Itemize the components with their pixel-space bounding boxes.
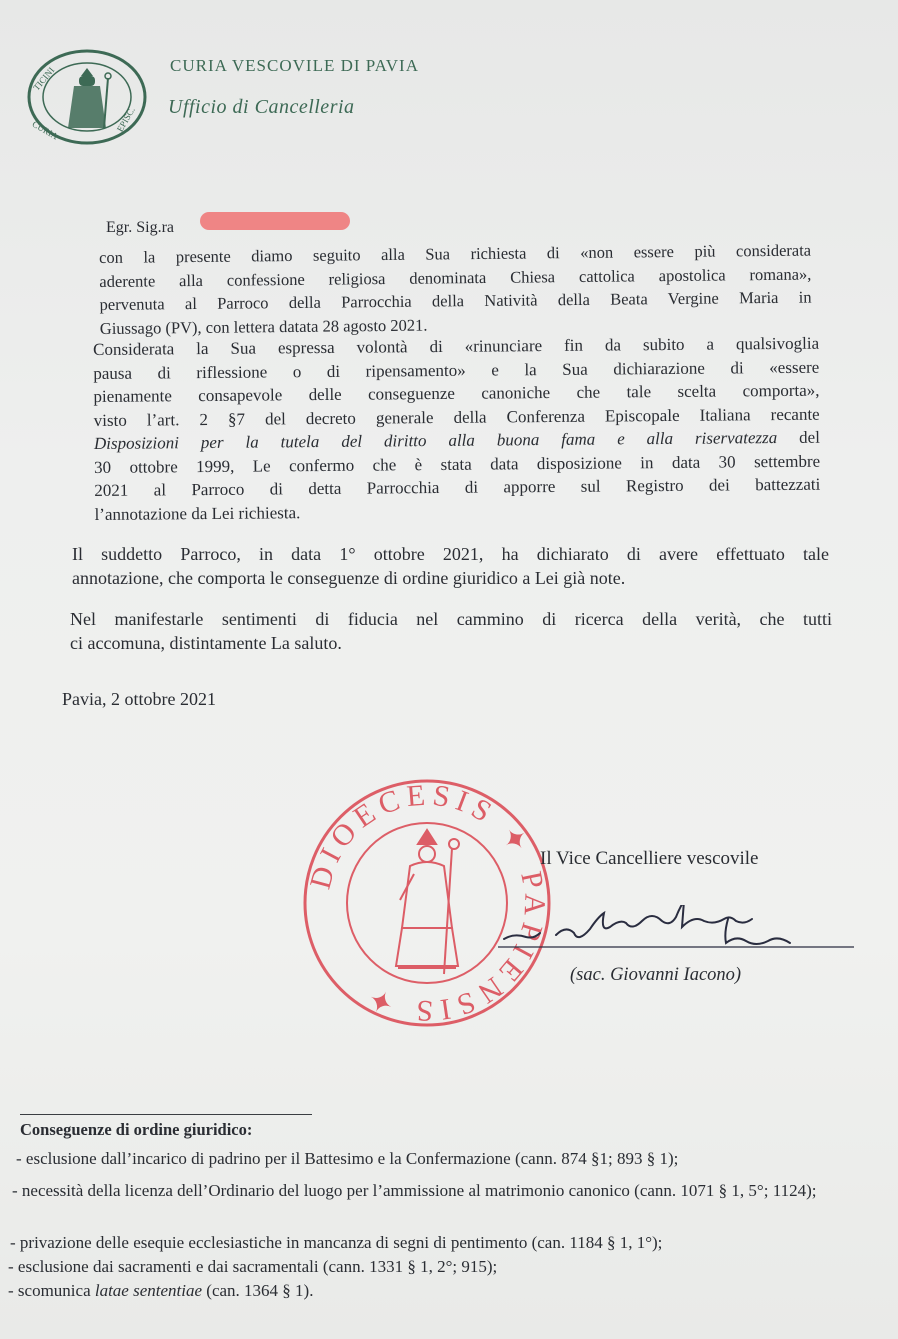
paragraph-line: aderente alla confessione religiosa denominata Chiesa cattolica apostolica romana», bbox=[99, 264, 812, 291]
office-name: Ufficio di Cancelleria bbox=[168, 96, 355, 118]
diocese-stamp bbox=[302, 778, 552, 1028]
paragraph-line: Nel manifestarle sentimenti di fiducia nel cammino di ricerca della verità, che tutti bbox=[70, 609, 832, 629]
institution-name: CURIA VESCOVILE DI PAVIA bbox=[170, 56, 419, 75]
paragraph-2 bbox=[93, 332, 821, 526]
paragraph-3 bbox=[72, 542, 829, 590]
paragraph-line: Il suddetto Parroco, in data 1° ottobre 2021, ha dichiarato di avere effettuato tale bbox=[72, 544, 829, 564]
paragraph-4 bbox=[70, 607, 832, 655]
signer-title: Il Vice Cancelliere vescovile bbox=[540, 848, 759, 869]
footnote-item: - esclusione dai sacramenti e dai sacramentali (cann. 1331 § 1, 2°; 915); bbox=[8, 1257, 498, 1276]
svg-text:CURIA: CURIA bbox=[30, 118, 60, 142]
svg-text:TICINI: TICINI bbox=[31, 65, 57, 93]
decree-title: Disposizioni per la tutela del diritto alla buona fama e alla riservatezza bbox=[93, 428, 778, 453]
footnote-divider bbox=[20, 1114, 312, 1115]
footnote-prefix: - scomunica bbox=[8, 1281, 95, 1300]
footnote-suffix: (can. 1364 § 1). bbox=[202, 1281, 314, 1300]
svg-text:EPISC.: EPISC. bbox=[114, 105, 137, 134]
footnote-latin-term: latae sententiae bbox=[94, 1281, 203, 1300]
footnotes-title: Conseguenze di ordine giuridico: bbox=[20, 1120, 253, 1139]
paragraph-1 bbox=[99, 239, 812, 340]
paragraph-line: ci accomuna, distintamente La saluto. bbox=[70, 633, 342, 653]
decree-title-suffix: del bbox=[777, 427, 820, 448]
footnote-item: - necessità della licenza dell’Ordinario del luogo per l’ammissione al matrimonio canonico (cann. 1071 § 1, 5°; 1124); bbox=[12, 1181, 817, 1200]
paragraph-line: visto l’art. 2 §7 del decreto generale della Conferenza Episcopale Italiana recante bbox=[93, 404, 820, 430]
paragraph-line: pienamente consapevole delle conseguenze canoniche che tale scelta comporta», bbox=[93, 380, 820, 406]
paragraph-line: pausa di riflessione o di ripensamento» e la Sua dichiarazione di «essere bbox=[93, 357, 820, 383]
signer-name: (sac. Giovanni Iacono) bbox=[570, 965, 742, 985]
paragraph-line: Considerata la Sua espressa volontà di «rinunciare fin da subito a qualsivoglia bbox=[93, 333, 820, 359]
paragraph-line: pervenuta al Parroco della Parrocchia della Natività della Beata Vergine Maria in bbox=[99, 287, 812, 314]
salutation: Egr. Sig.ra bbox=[106, 219, 174, 236]
paragraph-line: 30 ottobre 1999, Le confermo che è stata data disposizione in data 30 settembre bbox=[94, 451, 821, 477]
paragraph-line: con la presente diamo seguito alla Sua richiesta di «non essere più considerata bbox=[99, 240, 812, 267]
paragraph-line: Giussago (PV), con lettera datata 28 agosto 2021. bbox=[99, 315, 428, 338]
footnote-item: - privazione delle esequie ecclesiastiche in mancanza di segni di pentimento (can. 1184 § 1, 1°); bbox=[10, 1233, 663, 1252]
paragraph-line: annotazione, che comporta le conseguenze di ordine giuridico a Lei già note. bbox=[72, 568, 626, 588]
svg-text:DIOECESIS ✦ PAPIENSIS ✦: DIOECESIS ✦ PAPIENSIS ✦ bbox=[303, 778, 552, 1028]
curia-seal-logo bbox=[26, 48, 148, 146]
paragraph-line: l’annotazione da Lei richiesta. bbox=[94, 502, 301, 524]
footnote-item: - esclusione dall’incarico di padrino per il Battesimo e la Confermazione (cann. 874 §1; 893 § 1); bbox=[16, 1149, 679, 1168]
paragraph-line: 2021 al Parroco di detta Parrocchia di apporre sul Registro dei battezzati bbox=[94, 474, 821, 500]
redacted-recipient-name bbox=[200, 212, 350, 230]
footnote-item bbox=[8, 1281, 313, 1301]
handwritten-signature bbox=[498, 905, 858, 955]
place-and-date: Pavia, 2 ottobre 2021 bbox=[62, 689, 216, 709]
